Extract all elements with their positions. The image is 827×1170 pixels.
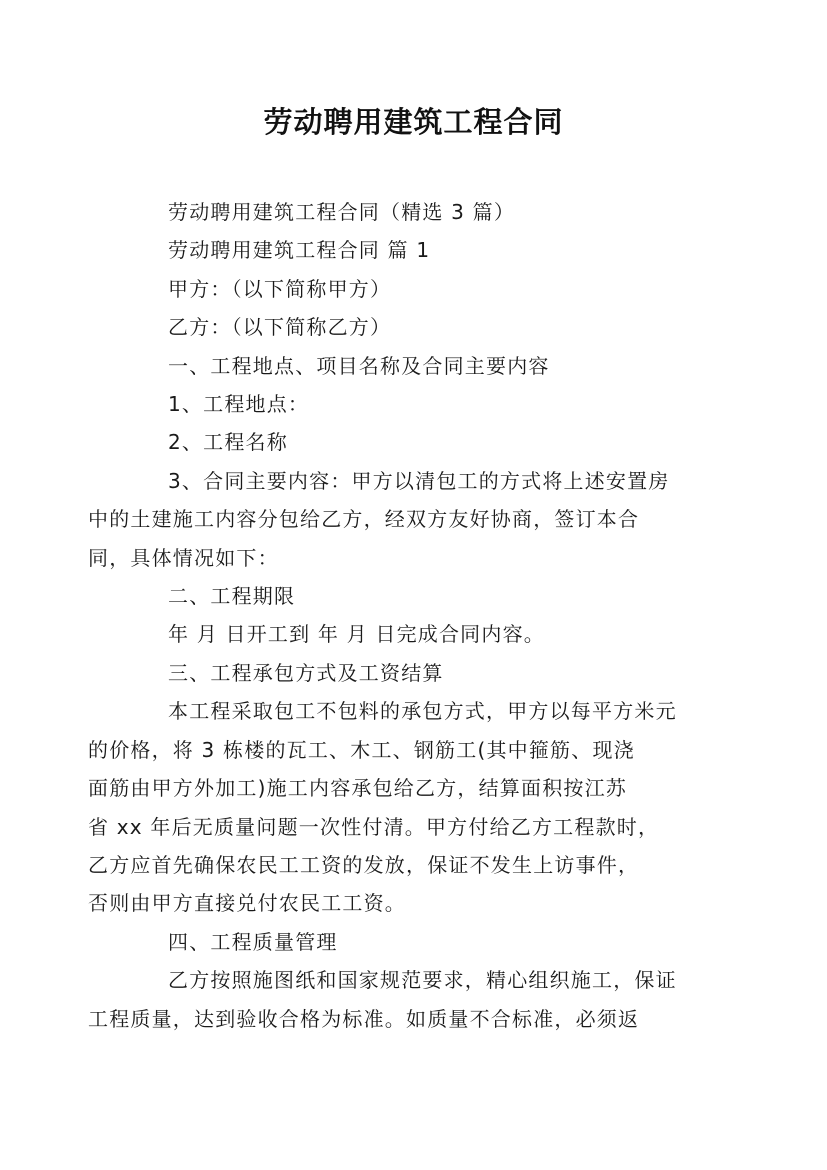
paragraph-contracting-method: [88, 692, 710, 922]
paragraph-section-heading: [128, 231, 710, 269]
paragraph-line: 的价格，将 3 栋楼的瓦工、木工、钢筋工(其中箍筋、现浇: [88, 737, 635, 762]
paragraph-line: 省 xx 年后无质量问题一次性付清。甲方付给乙方工程款时，: [88, 814, 660, 839]
paragraph-clause-1-heading: [128, 347, 710, 385]
paragraph-line: 乙方按照施图纸和国家规范要求，精心组织施工，保证: [168, 968, 677, 993]
paragraph-line: 一、工程地点、项目名称及合同主要内容: [168, 353, 550, 378]
paragraph-line: 乙方应首先确保农民工工资的发放，保证不发生上访事件，: [88, 852, 640, 877]
paragraph-contract-content: [88, 462, 710, 577]
paragraph-clause-4-heading: [128, 923, 710, 961]
paragraph-line: 工程质量，达到验收合格为标准。如质量不合标准，必须返: [88, 1006, 640, 1031]
paragraph-project-name: [128, 423, 710, 461]
paragraph-line: 劳动聘用建筑工程合同 篇 1: [168, 238, 431, 263]
paragraph-project-location: [128, 385, 710, 423]
paragraph-line: 二、工程期限: [168, 584, 296, 609]
paragraph-line: 3、合同主要内容：甲方以清包工的方式将上述安置房: [168, 468, 670, 493]
paragraph-quality-management: [88, 961, 710, 1038]
paragraph-line: 本工程采取包工不包料的承包方式，甲方以每平方米元: [168, 699, 677, 724]
paragraph-line: 中的土建施工内容分包给乙方，经双方友好协商，签订本合: [88, 507, 640, 532]
paragraph-subtitle: [128, 193, 710, 231]
paragraph-party-a: [128, 270, 710, 308]
paragraph-line: 同，具体情况如下：: [88, 545, 279, 570]
paragraph-line: 三、工程承包方式及工资结算: [168, 660, 444, 685]
document-body: [88, 193, 710, 1038]
paragraph-line: 1、工程地点：: [168, 392, 310, 417]
paragraph-period: [128, 615, 710, 653]
paragraph-line: 四、工程质量管理: [168, 929, 338, 954]
paragraph-line: 年 月 日开工到 年 月 日完成合同内容。: [168, 622, 545, 647]
paragraph-clause-2-heading: [128, 577, 710, 615]
paragraph-line: 2、工程名称: [168, 430, 288, 455]
paragraph-line: 甲方：（以下简称甲方）: [168, 276, 392, 301]
document-title: 劳动聘用建筑工程合同: [263, 105, 564, 139]
paragraph-party-b: [128, 308, 710, 346]
paragraph-clause-3-heading: [128, 654, 710, 692]
paragraph-line: 劳动聘用建筑工程合同（精选 3 篇）: [168, 200, 516, 224]
paragraph-line: 乙方：（以下简称乙方）: [168, 315, 392, 340]
paragraph-line: 面筋由甲方外加工)施工内容承包给乙方，结算面积按江苏: [88, 776, 628, 801]
paragraph-line: 否则由甲方直接兑付农民工工资。: [88, 891, 406, 916]
